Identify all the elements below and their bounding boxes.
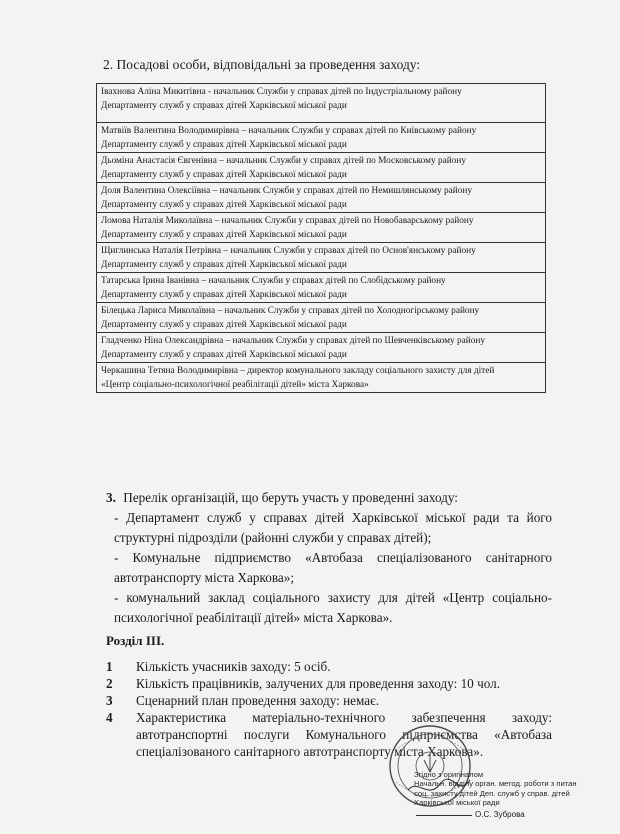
organization-item: - Комунальне підприємство «Автобаза спеціалізованого санітарного автотранспорту міста Харкова»;: [114, 550, 552, 585]
official-cell: [97, 273, 546, 303]
official-cell: [97, 363, 546, 393]
certification-line: соц. захисту дітей Деп. служб у справ. дітей: [414, 788, 570, 798]
official-cell: [97, 123, 546, 153]
official-name-position: Щиглинська Наталія Петрівна – начальник Служби у справах дітей по Основ'янському району: [101, 246, 476, 256]
certification-text: [414, 770, 577, 808]
signature-line: [416, 815, 472, 816]
item-number: 3: [106, 693, 113, 708]
official-cell: [97, 303, 546, 333]
official-row: [97, 213, 546, 243]
official-department: Департаменту служб у справах дітей Харківської міської ради: [101, 349, 347, 360]
section-3-number: 3.: [106, 490, 116, 505]
signatory-name: О.С. Зуброва: [475, 810, 525, 819]
official-department: Департаменту служб у справах дітей Харківської міської ради: [101, 169, 347, 180]
certification-line: Згідно з оригіналом: [414, 770, 484, 779]
official-row: [97, 84, 546, 123]
section-3: [106, 488, 552, 628]
official-row: [97, 273, 546, 303]
official-department: Департаменту служб у справах дітей Харківської міської ради: [101, 229, 347, 240]
official-cell: [97, 153, 546, 183]
official-department: Департаменту служб у справах дітей Харківської міської ради: [101, 139, 347, 150]
organization-item: - комунальний заклад соціального захисту для дітей «Центр соціально-психологічної реабілітації дітей» міста Харкова».: [114, 590, 552, 625]
razdil-3-item: [106, 658, 552, 675]
official-row: [97, 333, 546, 363]
official-cell: [97, 333, 546, 363]
item-text: Кількість працівників, залучених для проведення заходу: 10 чол.: [136, 676, 500, 691]
official-department: Департаменту служб у справах дітей Харківської міської ради: [101, 319, 347, 330]
razdil-3-item: [106, 675, 552, 692]
official-row: [97, 123, 546, 153]
official-cell: [97, 213, 546, 243]
item-number: 1: [106, 659, 113, 674]
section-3-heading: [106, 488, 552, 508]
official-cell: [97, 84, 546, 123]
official-name-position: Матвіїв Валентина Володимирівна – начальник Служби у справах дітей по Київському району: [101, 126, 477, 136]
item-text: Характеристика матеріально-технічного забезпечення заходу: автотранспортні послуги Комунального підприємства «Автобаза спеціалізованого санітарного автотранспорту міста Харкова».: [136, 710, 552, 759]
official-cell: [97, 183, 546, 213]
official-name-position: Татарська Ірина Іванівна – начальник Служби у справах дітей по Слобідському району: [101, 276, 446, 286]
official-department: Департаменту служб у справах дітей Харківської міської ради: [101, 289, 347, 300]
official-department: Департаменту служб у справах дітей Харківської міської ради: [101, 199, 347, 210]
official-row: [97, 363, 546, 393]
item-text: Сценарний план проведення заходу: немає.: [136, 693, 380, 708]
official-department: «Центр соціально-психологічної реабілітації дітей» міста Харкова»: [101, 379, 369, 390]
section-2-title: 2. Посадові особи, відповідальні за проведення заходу:: [103, 57, 421, 72]
official-department: Департаменту служб у справах дітей Харківської міської ради: [101, 100, 347, 111]
item-number: 2: [106, 676, 113, 691]
section-3-title: Перелік організацій, що беруть участь у проведенні заходу:: [123, 490, 458, 505]
officials-table: [96, 83, 546, 393]
official-name-position: Черкашина Тетяна Володимирівна – директор комунального закладу соціального захисту для дітей: [101, 366, 495, 376]
certification-line: Харківської міської ради: [414, 798, 500, 808]
official-name-position: Ломова Наталія Миколаївна – начальник Служби у справах дітей по Новобаварському району: [101, 216, 474, 226]
official-department: Департаменту служб у справах дітей Харківської міської ради: [101, 259, 347, 270]
razdil-3-title: Розділ ІІІ.: [106, 633, 165, 648]
certification-line: Начальн. відділу орган. метод. роботи з питан: [414, 779, 577, 789]
organization-item: - Департамент служб у справах дітей Харківської міської ради та його структурні підрозділи (районні служби у справах дітей);: [114, 510, 552, 545]
official-row: [97, 303, 546, 333]
official-name-position: Гладченко Ніна Олександрівна – начальник Служби у справах дітей по Шевченківському району: [101, 336, 486, 346]
official-cell: [97, 243, 546, 273]
item-text: Кількість учасників заходу: 5 осіб.: [136, 659, 331, 674]
razdil-3-item: [106, 692, 552, 709]
official-name-position: Дьоміна Анастасія Євгенівна – начальник Служби у справах дітей по Московському району: [101, 156, 466, 166]
item-number: 4: [106, 710, 113, 725]
official-name-position: Доля Валентина Олексіївна – начальник Служби у справах дітей по Немишлянському району: [101, 186, 473, 196]
official-row: [97, 153, 546, 183]
official-name-position: Іваxнова Аліна Микитівна - начальник Служби у справах дітей по Індустріальному району: [101, 87, 462, 97]
official-name-position: Білецька Лариса Миколаївна – начальник Служби у справах дітей по Холодногірському району: [101, 306, 480, 316]
official-row: [97, 243, 546, 273]
official-row: [97, 183, 546, 213]
